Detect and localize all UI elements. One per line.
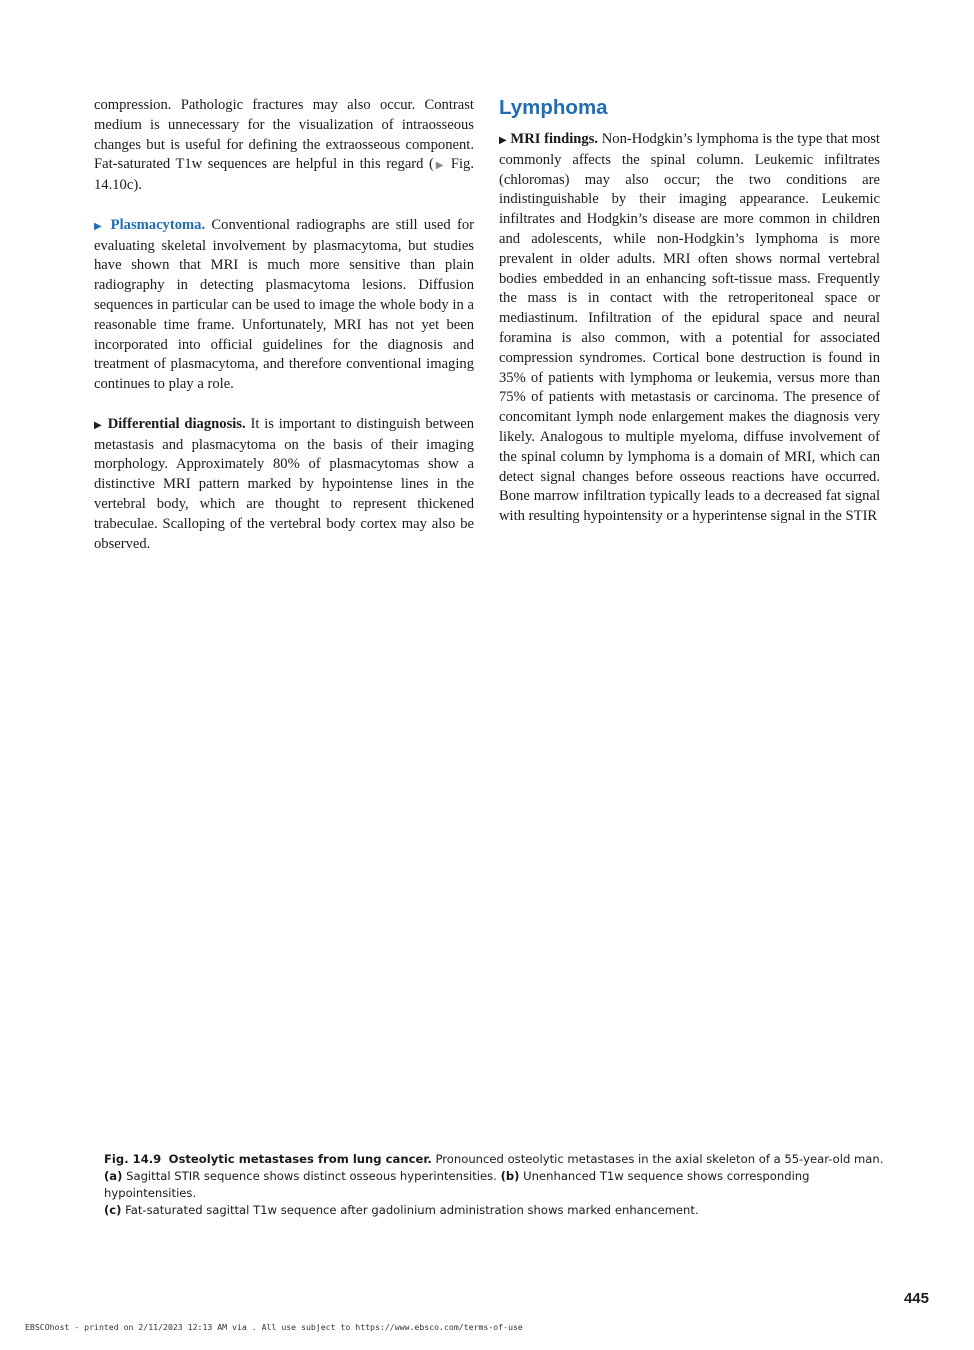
section-arrow-icon: ▶ <box>94 419 103 431</box>
reference-arrow-icon: ▶ <box>433 160 446 172</box>
caption-b-text: Unenhanced T1w sequence shows corresponding hypointensities. <box>104 1169 810 1200</box>
caption-title: Osteolytic metastases from lung cancer. <box>168 1152 432 1166</box>
paragraph-plasmacytoma <box>94 216 474 395</box>
caption-line-2 <box>104 1168 894 1202</box>
section-arrow-icon: ▶ <box>94 220 105 232</box>
section-arrow-icon: ▶ <box>499 135 507 146</box>
right-column <box>499 96 880 527</box>
paragraph-differential-diagnosis <box>94 415 474 555</box>
plasmacytoma-text: Conventional radiographs are still used for evaluating skeletal involvement by plasmacytoma, but studies have shown that MRI is much more sensitive than plain radiography in detecting plasmacytoma lesions. Diffusion sequences in particular can be used to image the whole body in a reasonable time frame. Unfortunately, MRI has not yet been incorporated into official guidelines for the diagnosis and treatment of plasmacytoma, and therefore conventional imaging continues to play a role. <box>94 216 474 393</box>
mri-findings-text: Non-Hodgkin’s lymphoma is the type that most commonly affects the spinal column. Leukemic infiltrates (chloromas) may also occur; the two conditions are indistinguishable by their imaging appearance. Leukemic infiltrates and Hodgkin’s disease are more common in children and adolescents, while non-Hodgkin’s lymphoma is more prevalent in older adults. MRI often shows normal vertebral bodies embedded in an enhancing soft-tissue mass. Frequently the mass is in contact with the retroperitoneal space or mediastinum. Infiltration of the epidural space and neural foramina is also common, with a potential for associated compression syndromes. Cortical bone destruction is found in 35% of patients with lymphoma or leukemia, versus more than 75% of patients with metastasis or carcinoma. The presence of concomitant lymph node enlargement makes the diagnosis very likely. Analogous to multiple myeloma, diffuse involvement of the spinal column by lymphoma is a domain of MRI, which can detect signal changes before osseous reactions have occurred. Bone marrow infiltration typically leads to a decreased fat signal with resulting hypointensity or a hyperintense signal in the STIR <box>499 131 880 525</box>
caption-line-1 <box>104 1151 894 1168</box>
plasmacytoma-heading: Plasmacytoma. <box>110 216 206 233</box>
caption-a-label: (a) <box>104 1169 123 1183</box>
page-number: 445 <box>903 1290 929 1307</box>
differential-diagnosis-text: It is important to distinguish between metastasis and plasmacytoma on the basis of their imaging morphology. Approximately 80% of plasmacytomas show a distinctive MRI pattern marked by hypointense lines in the vertebral body, which are thought to represent thickened trabeculae. Scalloping of the vertebral body cortex may also be observed. <box>94 415 474 552</box>
caption-c-text: Fat-saturated sagittal T1w sequence after gadolinium administration shows marked enhancement. <box>121 1203 699 1217</box>
figure-caption <box>104 1151 894 1219</box>
mri-findings-heading: MRI findings. <box>510 131 599 147</box>
print-footer: EBSCOhost - printed on 2/11/2023 12:13 AM via . All use subject to https://www.ebsco.com/terms-of-use <box>25 1322 523 1332</box>
left-column <box>94 96 474 554</box>
paragraph-mri-findings <box>499 130 880 527</box>
paragraph-compression <box>94 96 474 196</box>
differential-diagnosis-heading: Differential diagnosis. <box>107 415 246 432</box>
figure-reference-link[interactable]: Fig. 14.10c <box>94 156 474 194</box>
caption-b-label: (b) <box>500 1169 520 1183</box>
caption-line-3 <box>104 1202 894 1219</box>
caption-figure-label: Fig. 14.9 <box>104 1152 162 1166</box>
caption-text: Pronounced osteolytic metastases in the axial skeleton of a 55-year-old man. <box>431 1152 884 1166</box>
paragraph-text-end: ). <box>133 177 142 194</box>
paragraph-text: compression. Pathologic fractures may also occur. Contrast medium is unnecessary for the visualization of intraosseous changes but is useful for defining the extraosseous component. Fat-saturated T1w sequences are helpful in this regard ( <box>94 97 474 173</box>
caption-c-label: (c) <box>104 1203 122 1217</box>
caption-a-text: Sagittal STIR sequence shows distinct osseous hyperintensities. <box>122 1169 501 1183</box>
lymphoma-section-title: Lymphoma <box>499 96 608 119</box>
